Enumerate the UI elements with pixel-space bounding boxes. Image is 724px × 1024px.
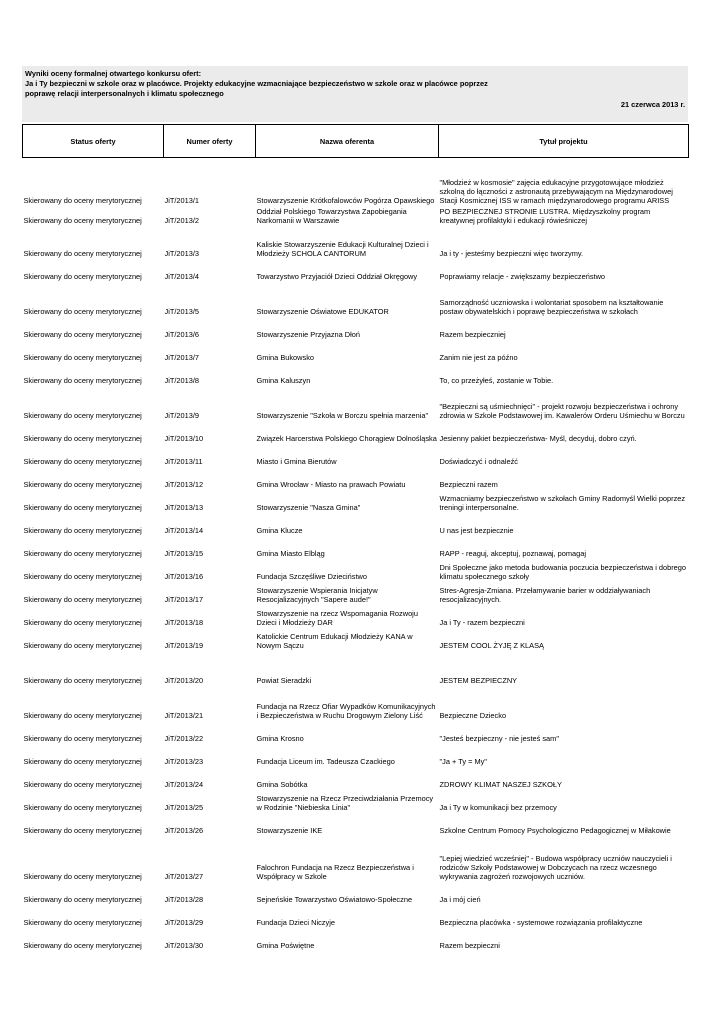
applicant-cell: Gmina Bukowsko	[256, 352, 315, 362]
applicant-cell: Stowarzyszenie IKE	[256, 825, 323, 835]
title-cell: Szkolne Centrum Pomocy Psychologiczno Pedagogicznej w Miłakowie	[439, 825, 671, 835]
number-cell: JiT/2013/14	[164, 525, 204, 535]
title-cell: "Ja + Ty = My"	[439, 756, 487, 766]
number-cell: JiT/2013/4	[164, 271, 200, 281]
status-cell: Skierowany do oceny merytorycznej	[23, 548, 142, 558]
table-row	[23, 445, 689, 468]
number-cell: JiT/2013/12	[164, 479, 204, 489]
number-cell: JiT/2013/16	[164, 571, 204, 581]
table-row	[23, 652, 689, 687]
status-cell: Skierowany do oceny merytorycznej	[23, 675, 142, 685]
title-cell: RAPP - reaguj, akceptuj, poznawaj, pomagaj	[439, 548, 587, 558]
applicant-cell: Gmina Klucze	[256, 525, 303, 535]
title-cell: Jesienny pakiet bezpieczeństwa- Myśl, decyduj, dobro czyń.	[439, 433, 637, 443]
column-header-status: Status oferty	[23, 125, 164, 158]
status-cell: Skierowany do oceny merytorycznej	[23, 433, 142, 443]
title-cell: "Bezpieczni są uśmiechnięci" - projekt rozwoju bezpieczeństwa i ochrony zdrowia w Szkole Podstawowej im. Kawalerów Orderu Uśmiechu w Borczu	[439, 401, 685, 420]
number-cell: JiT/2013/19	[164, 640, 204, 650]
applicant-cell: Gmina Sobótka	[256, 779, 308, 789]
status-cell: Skierowany do oceny merytorycznej	[23, 894, 142, 904]
status-cell: Skierowany do oceny merytorycznej	[23, 917, 142, 927]
table-row	[23, 387, 689, 422]
status-cell: Skierowany do oceny merytorycznej	[23, 271, 142, 281]
title-cell: Bezpieczni razem	[439, 479, 498, 489]
applicant-cell: Sejneńskie Towarzystwo Oświatowo-Społeczne	[256, 894, 413, 904]
number-cell: JiT/2013/11	[164, 456, 203, 466]
table-row	[23, 537, 689, 560]
applicant-cell: Stowarzyszenie "Szkoła w Borczu spełnia marzenia"	[256, 410, 429, 420]
title-cell: Dni Społeczne jako metoda budowania poczucia bezpieczeństwa i dobrego klimatu społecznego szkoły	[439, 562, 687, 581]
header-line-1: Wyniki oceny formalnej otwartego konkursu ofert:	[25, 69, 202, 78]
applicant-cell: Towarzystwo Przyjaciół Dzieci Oddział Okręgowy	[256, 271, 418, 281]
title-cell: U nas jest bezpiecznie	[439, 525, 514, 535]
status-cell: Skierowany do oceny merytorycznej	[23, 306, 142, 316]
table-row	[23, 468, 689, 491]
status-cell: Skierowany do oceny merytorycznej	[23, 594, 142, 604]
status-cell: Skierowany do oceny merytorycznej	[23, 525, 142, 535]
applicant-cell: Fundacja Szczęśliwe Dzieciństwo	[256, 571, 367, 581]
number-cell: JiT/2013/8	[164, 375, 200, 385]
table-row	[23, 629, 689, 652]
header-line-2: Ja i Ty bezpieczni w szkole oraz w placówce. Projekty edukacyjne wzmacniające bezpieczeństwo w szkole oraz w placówce poprzez	[25, 79, 488, 88]
table-row	[23, 422, 689, 445]
applicant-cell: Stowarzyszenie "Nasza Gmina"	[256, 502, 361, 512]
title-cell: "Lepiej wiedzieć wcześniej" - Budowa współpracy uczniów nauczycieli i rodziców Szkoły Podstawowej w Dobczycach na rzecz wczesnego wykrywania zagrożeń rozwojowych uczniów.	[439, 853, 672, 881]
table-row	[23, 745, 689, 768]
table-row	[23, 768, 689, 791]
number-cell: JiT/2013/13	[164, 502, 204, 512]
table-row	[23, 687, 689, 722]
applicant-cell: Stowarzyszenie Krótkofalowców Pogórza Opawskiego	[256, 158, 439, 207]
number-cell: JiT/2013/22	[164, 733, 204, 743]
status-cell: Skierowany do oceny merytorycznej	[23, 502, 142, 512]
applicant-cell: Gmina Krosno	[256, 733, 304, 743]
number-cell: JiT/2013/2	[164, 215, 200, 225]
applicant-cell: Związek Harcerstwa Polskiego Chorągiew Dolnośląska	[256, 433, 437, 443]
applicant-cell: Katolickie Centrum Edukacji Młodzieży KANA w Nowym Sączu	[256, 631, 413, 650]
title-cell: "Młodzież w kosmosie" zajęcia edukacyjne przygotowujące młodzież szkolną do łączności z astronautą przebywającym na Międzynarodowej Stacji Kosmicznej ISS w ramach międzynarodowego programu ARISS	[439, 158, 689, 207]
title-cell: Poprawiamy relacje - zwiększamy bezpieczeństwo	[439, 271, 606, 281]
table-row	[23, 560, 689, 583]
table-row	[23, 722, 689, 745]
applicant-cell: Gmina Wrocław - Miasto na prawach Powiatu	[256, 479, 406, 489]
status-cell: Skierowany do oceny merytorycznej	[23, 158, 164, 207]
table-header-row	[23, 125, 689, 158]
title-cell: Bezpieczne Dziecko	[439, 710, 507, 720]
title-cell: "Jesteś bezpieczny - nie jesteś sam"	[439, 733, 559, 743]
number-cell: JiT/2013/28	[164, 894, 204, 904]
applicant-cell: Fundacja Liceum im. Tadeusza Czackiego	[256, 756, 395, 766]
number-cell: JiT/2013/23	[164, 756, 204, 766]
table-row	[23, 207, 689, 227]
number-cell: JiT/2013/27	[164, 871, 204, 881]
applicant-cell: Gmina Poświętne	[256, 940, 315, 950]
table-row	[23, 227, 689, 260]
header-line-3: poprawę relacji interpersonalnych i klimatu społecznego	[25, 89, 224, 98]
table-row	[23, 260, 689, 283]
status-cell: Skierowany do oceny merytorycznej	[23, 825, 142, 835]
status-cell: Skierowany do oceny merytorycznej	[23, 375, 142, 385]
number-cell: JiT/2013/5	[164, 306, 200, 316]
title-cell: Ja i Ty w komunikacji bez przemocy	[439, 802, 557, 812]
applicant-cell: Fundacja Dzieci Niczyje	[256, 917, 335, 927]
title-cell: To, co przeżyłeś, zostanie w Tobie.	[439, 375, 554, 385]
status-cell: Skierowany do oceny merytorycznej	[23, 456, 142, 466]
table-row	[23, 791, 689, 814]
status-cell: Skierowany do oceny merytorycznej	[23, 479, 142, 489]
title-cell: Ja i Ty - razem bezpieczni	[439, 617, 525, 627]
table-row	[23, 514, 689, 537]
number-cell: JiT/2013/17	[164, 594, 204, 604]
applicant-cell: Stowarzyszenie na Rzecz Przeciwdziałania Przemocy w Rodzinie "Niebieska Linia"	[256, 793, 434, 812]
title-cell: Doświadczyć i odnaleźć	[439, 456, 518, 466]
title-cell: Stres-Agresja-Zmiana. Przełamywanie barier w oddziaływaniach resocjalizacyjnych.	[439, 585, 651, 604]
table-row	[23, 341, 689, 364]
number-cell: JiT/2013/1	[164, 158, 256, 207]
table-row	[23, 906, 689, 929]
number-cell: JiT/2013/30	[164, 940, 204, 950]
table-row	[23, 583, 689, 606]
table-row	[23, 929, 689, 952]
applicant-cell: Falochron Fundacja na Rzecz Bezpieczeństwa i Współpracy w Szkole	[256, 862, 414, 881]
applicant-cell: Miasto i Gmina Bierutów	[256, 456, 337, 466]
status-cell: Skierowany do oceny merytorycznej	[23, 871, 142, 881]
status-cell: Skierowany do oceny merytorycznej	[23, 802, 142, 812]
number-cell: JiT/2013/9	[164, 410, 200, 420]
title-cell: Wzmacniamy bezpieczeństwo w szkołach Gminy Radomyśl Wielki poprzez treningi interpersonalne.	[439, 493, 686, 512]
title-cell: Ja i mój cień	[439, 894, 481, 904]
title-cell: ZDROWY KLIMAT NASZEJ SZKOŁY	[439, 779, 562, 789]
document-date: 21 czerwca 2013 r.	[620, 100, 685, 109]
title-cell: Zanim nie jest za późno	[439, 352, 518, 362]
number-cell: JiT/2013/24	[164, 779, 204, 789]
column-header-title: Tytuł projektu	[439, 125, 689, 158]
number-cell: JiT/2013/29	[164, 917, 204, 927]
applicant-cell: Gmina Kaluszyn	[256, 375, 311, 385]
table-row	[23, 837, 689, 883]
offers-table	[22, 124, 689, 952]
title-cell: Razem bezpieczniej	[439, 329, 506, 339]
number-cell: JiT/2013/18	[164, 617, 204, 627]
applicant-cell: Stowarzyszenie Oświatowe EDUKATOR	[256, 306, 389, 316]
status-cell: Skierowany do oceny merytorycznej	[23, 710, 142, 720]
status-cell: Skierowany do oceny merytorycznej	[23, 215, 142, 225]
status-cell: Skierowany do oceny merytorycznej	[23, 352, 142, 362]
table-row	[23, 491, 689, 514]
title-cell: Razem bezpieczni	[439, 940, 500, 950]
status-cell: Skierowany do oceny merytorycznej	[23, 571, 142, 581]
table-row	[23, 318, 689, 341]
number-cell: JiT/2013/21	[164, 710, 204, 720]
document-header	[22, 66, 688, 122]
status-cell: Skierowany do oceny merytorycznej	[23, 940, 142, 950]
title-cell: JESTEM BEZPIECZNY	[439, 675, 518, 685]
title-cell: JESTEM COOL ŻYJĘ Z KLASĄ	[439, 640, 544, 650]
table-row	[23, 283, 689, 318]
applicant-cell: Oddział Polskiego Towarzystwa Zapobiegania Narkomanii w Warszawie	[256, 206, 407, 225]
applicant-cell: Fundacja na Rzecz Ofiar Wypadków Komunikacyjnych i Bezpieczeństwa w Ruchu Drogowym Zielony Liść	[256, 701, 436, 720]
applicant-cell: Stowarzyszenie na rzecz Wspomagania Rozwoju Dzieci i Młodzieży DAR	[256, 608, 418, 627]
status-cell: Skierowany do oceny merytorycznej	[23, 329, 142, 339]
number-cell: JiT/2013/7	[164, 352, 200, 362]
number-cell: JiT/2013/25	[164, 802, 204, 812]
column-header-number: Numer oferty	[164, 125, 256, 158]
table-row	[23, 606, 689, 629]
status-cell: Skierowany do oceny merytorycznej	[23, 617, 142, 627]
number-cell: JiT/2013/3	[164, 248, 200, 258]
column-header-applicant: Nazwa oferenta	[256, 125, 439, 158]
table-row	[23, 158, 689, 207]
status-cell: Skierowany do oceny merytorycznej	[23, 733, 142, 743]
number-cell: JiT/2013/15	[164, 548, 204, 558]
status-cell: Skierowany do oceny merytorycznej	[23, 410, 142, 420]
title-cell: Samorządność uczniowska i wolontariat sposobem na kształtowanie postaw obywatelskich i poprawę bezpieczeństwa w szkołach	[439, 297, 664, 316]
table-row	[23, 364, 689, 387]
number-cell: JiT/2013/26	[164, 825, 204, 835]
applicant-cell: Powiat Sieradzki	[256, 675, 312, 685]
applicant-cell: Stowarzyszenie Wspierania Inicjatyw Resocjalizacyjnych "Sapere aude!"	[256, 585, 378, 604]
title-cell: Bezpieczna placówka - systemowe rozwiązania profilaktyczne	[439, 917, 643, 927]
title-cell: PO BEZPIECZNEJ STRONIE LUSTRA. Międzyszkolny program kreatywnej profilaktyki i edukacji rówieśniczej	[439, 206, 651, 225]
applicant-cell: Stowarzyszenie Przyjazna Dłoń	[256, 329, 361, 339]
title-cell: Ja i ty - jesteśmy bezpieczni więc tworzymy.	[439, 248, 584, 258]
applicant-cell: Kaliskie Stowarzyszenie Edukacji Kulturalnej Dzieci i Młodzieży SCHOLA CANTORUM	[256, 239, 429, 258]
status-cell: Skierowany do oceny merytorycznej	[23, 756, 142, 766]
applicant-cell: Gmina Miasto Elbląg	[256, 548, 325, 558]
table-row	[23, 814, 689, 837]
status-cell: Skierowany do oceny merytorycznej	[23, 640, 142, 650]
number-cell: JiT/2013/10	[164, 433, 204, 443]
table-row	[23, 883, 689, 906]
number-cell: JiT/2013/6	[164, 329, 200, 339]
status-cell: Skierowany do oceny merytorycznej	[23, 248, 142, 258]
number-cell: JiT/2013/20	[164, 675, 204, 685]
status-cell: Skierowany do oceny merytorycznej	[23, 779, 142, 789]
